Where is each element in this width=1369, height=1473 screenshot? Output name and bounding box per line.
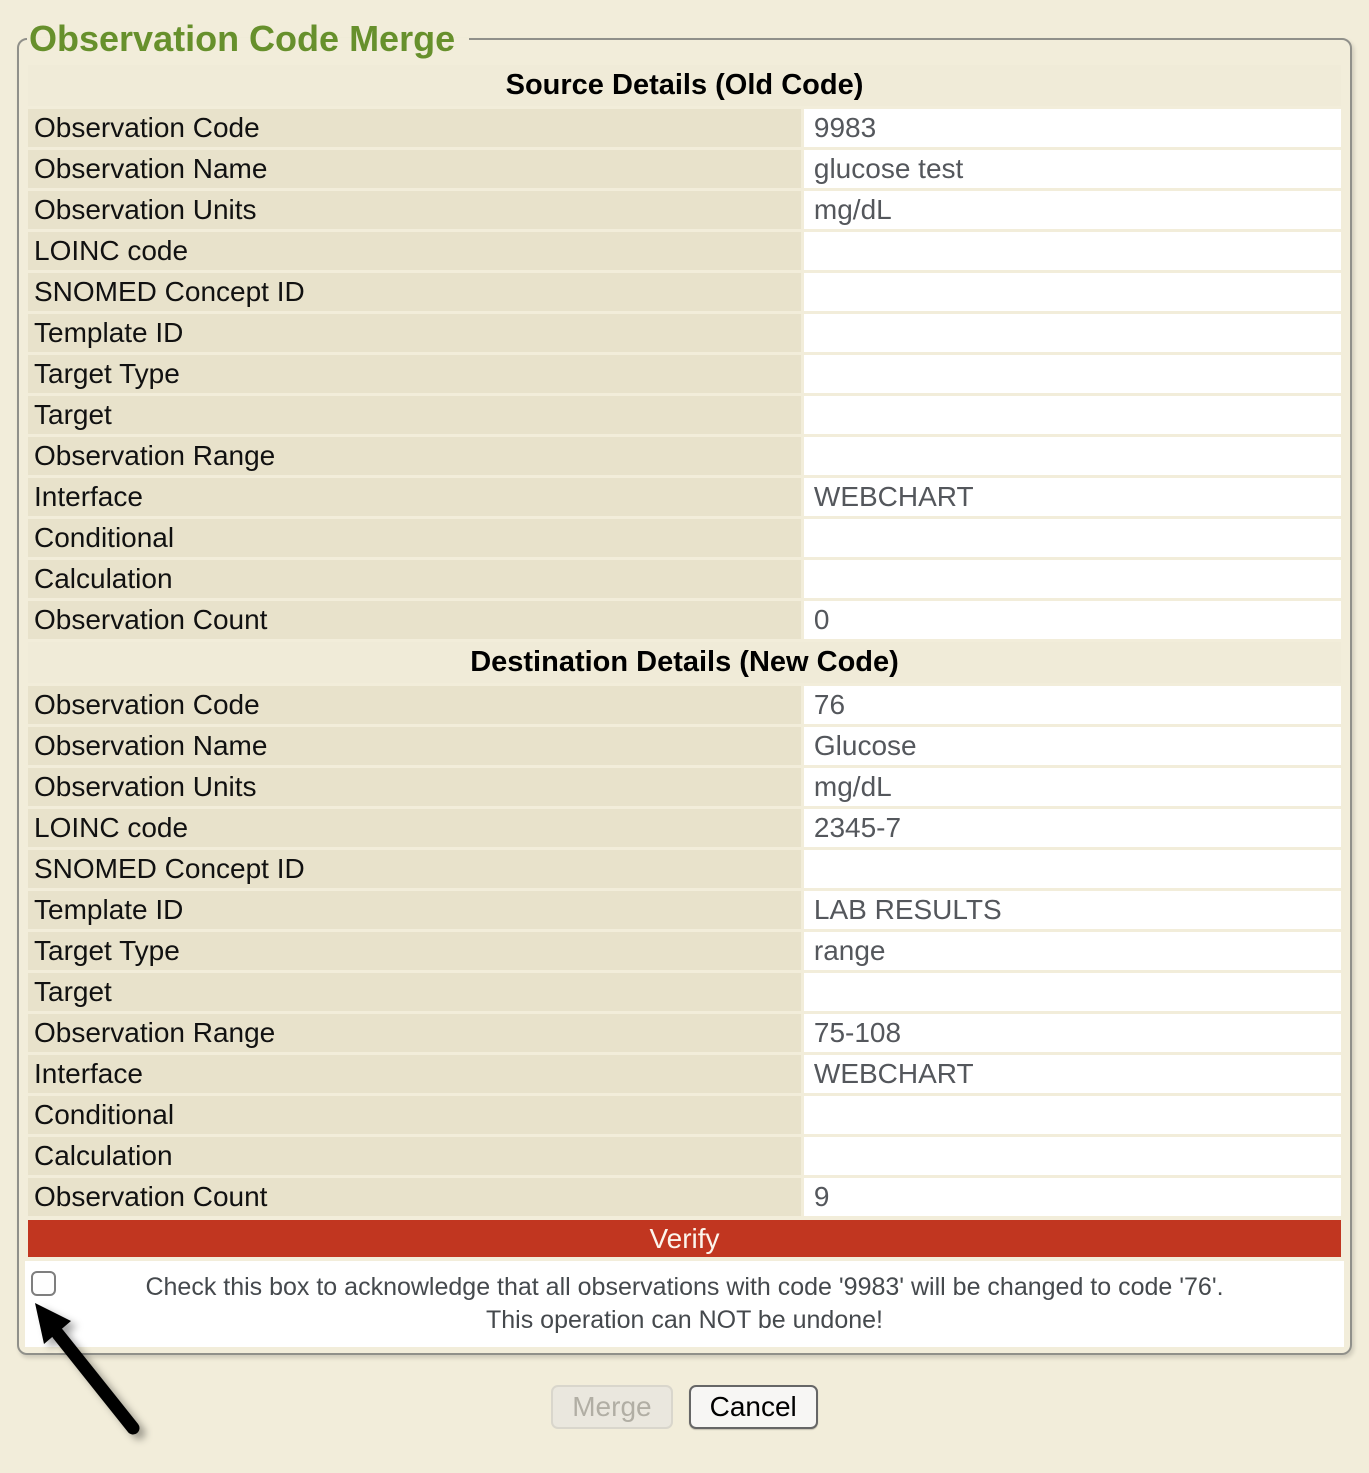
table-row	[28, 437, 1341, 475]
row-value: 76	[804, 686, 1341, 724]
table-row	[28, 601, 1341, 639]
row-value: Glucose	[804, 727, 1341, 765]
table-row	[28, 519, 1341, 557]
row-value	[804, 1096, 1341, 1134]
row-label: LOINC code	[28, 809, 801, 847]
row-value: WEBCHART	[804, 1055, 1341, 1093]
row-value	[804, 314, 1341, 352]
row-label: Template ID	[28, 314, 801, 352]
table-row	[28, 150, 1341, 188]
row-label: Conditional	[28, 519, 801, 557]
details-table	[25, 62, 1344, 1219]
row-value	[804, 519, 1341, 557]
row-label: Observation Code	[28, 686, 801, 724]
table-row	[28, 232, 1341, 270]
row-label: Observation Code	[28, 109, 801, 147]
table-row	[28, 355, 1341, 393]
row-value	[804, 273, 1341, 311]
row-value: glucose test	[804, 150, 1341, 188]
row-value	[804, 1137, 1341, 1175]
row-label: Observation Range	[28, 1014, 801, 1052]
row-value: WEBCHART	[804, 478, 1341, 516]
row-label: Target Type	[28, 932, 801, 970]
table-row	[28, 1014, 1341, 1052]
table-row	[28, 1178, 1341, 1216]
row-label: Calculation	[28, 1137, 801, 1175]
table-row	[28, 727, 1341, 765]
table-row	[28, 768, 1341, 806]
row-label: Observation Units	[28, 768, 801, 806]
table-row	[28, 273, 1341, 311]
row-value	[804, 973, 1341, 1011]
acknowledge-checkbox[interactable]	[31, 1271, 56, 1296]
row-value	[804, 437, 1341, 475]
row-label: Observation Count	[28, 601, 801, 639]
table-row	[28, 973, 1341, 1011]
row-label: Calculation	[28, 560, 801, 598]
row-label: Observation Count	[28, 1178, 801, 1216]
row-label: Target	[28, 396, 801, 434]
row-value	[804, 232, 1341, 270]
acknowledge-line1: Check this box to acknowledge that all observations with code '9983' will be changed to code '76'.	[145, 1273, 1224, 1301]
observation-code-merge-panel	[17, 18, 1352, 1355]
cancel-button[interactable]: Cancel	[689, 1385, 818, 1429]
row-label: Target	[28, 973, 801, 1011]
verify-banner: Verify	[28, 1220, 1341, 1257]
table-row	[28, 932, 1341, 970]
row-value	[804, 396, 1341, 434]
row-label: SNOMED Concept ID	[28, 850, 801, 888]
row-value: mg/dL	[804, 768, 1341, 806]
action-buttons	[0, 1385, 1369, 1429]
row-label: Conditional	[28, 1096, 801, 1134]
row-value: range	[804, 932, 1341, 970]
table-row	[28, 1055, 1341, 1093]
row-label: Target Type	[28, 355, 801, 393]
destination-section-header	[28, 642, 1341, 683]
row-value: 9983	[804, 109, 1341, 147]
row-value: 9	[804, 1178, 1341, 1216]
table-row	[28, 1137, 1341, 1175]
acknowledge-row	[25, 1261, 1344, 1347]
row-value: 0	[804, 601, 1341, 639]
row-label: Template ID	[28, 891, 801, 929]
table-row	[28, 314, 1341, 352]
table-row	[28, 396, 1341, 434]
table-row	[28, 686, 1341, 724]
table-row	[28, 809, 1341, 847]
acknowledge-text	[31, 1271, 1338, 1337]
row-value	[804, 560, 1341, 598]
row-label: Interface	[28, 1055, 801, 1093]
row-label: Observation Name	[28, 727, 801, 765]
page-title: Observation Code Merge	[29, 18, 456, 59]
table-row	[28, 478, 1341, 516]
destination-section-title: Destination Details (New Code)	[28, 642, 1341, 683]
row-label: Observation Range	[28, 437, 801, 475]
row-value: LAB RESULTS	[804, 891, 1341, 929]
row-value: mg/dL	[804, 191, 1341, 229]
source-section-title: Source Details (Old Code)	[28, 65, 1341, 106]
table-row	[28, 560, 1341, 598]
table-row	[28, 191, 1341, 229]
source-section-header	[28, 65, 1341, 106]
row-value	[804, 850, 1341, 888]
row-label: Observation Name	[28, 150, 801, 188]
merge-button[interactable]: Merge	[551, 1385, 672, 1429]
table-row	[28, 891, 1341, 929]
row-value: 2345-7	[804, 809, 1341, 847]
table-row	[28, 850, 1341, 888]
table-row	[28, 109, 1341, 147]
row-label: Interface	[28, 478, 801, 516]
row-label: SNOMED Concept ID	[28, 273, 801, 311]
acknowledge-line2: This operation can NOT be undone!	[485, 1306, 883, 1334]
table-row	[28, 1096, 1341, 1134]
row-value	[804, 355, 1341, 393]
row-value: 75-108	[804, 1014, 1341, 1052]
row-label: LOINC code	[28, 232, 801, 270]
row-label: Observation Units	[28, 191, 801, 229]
